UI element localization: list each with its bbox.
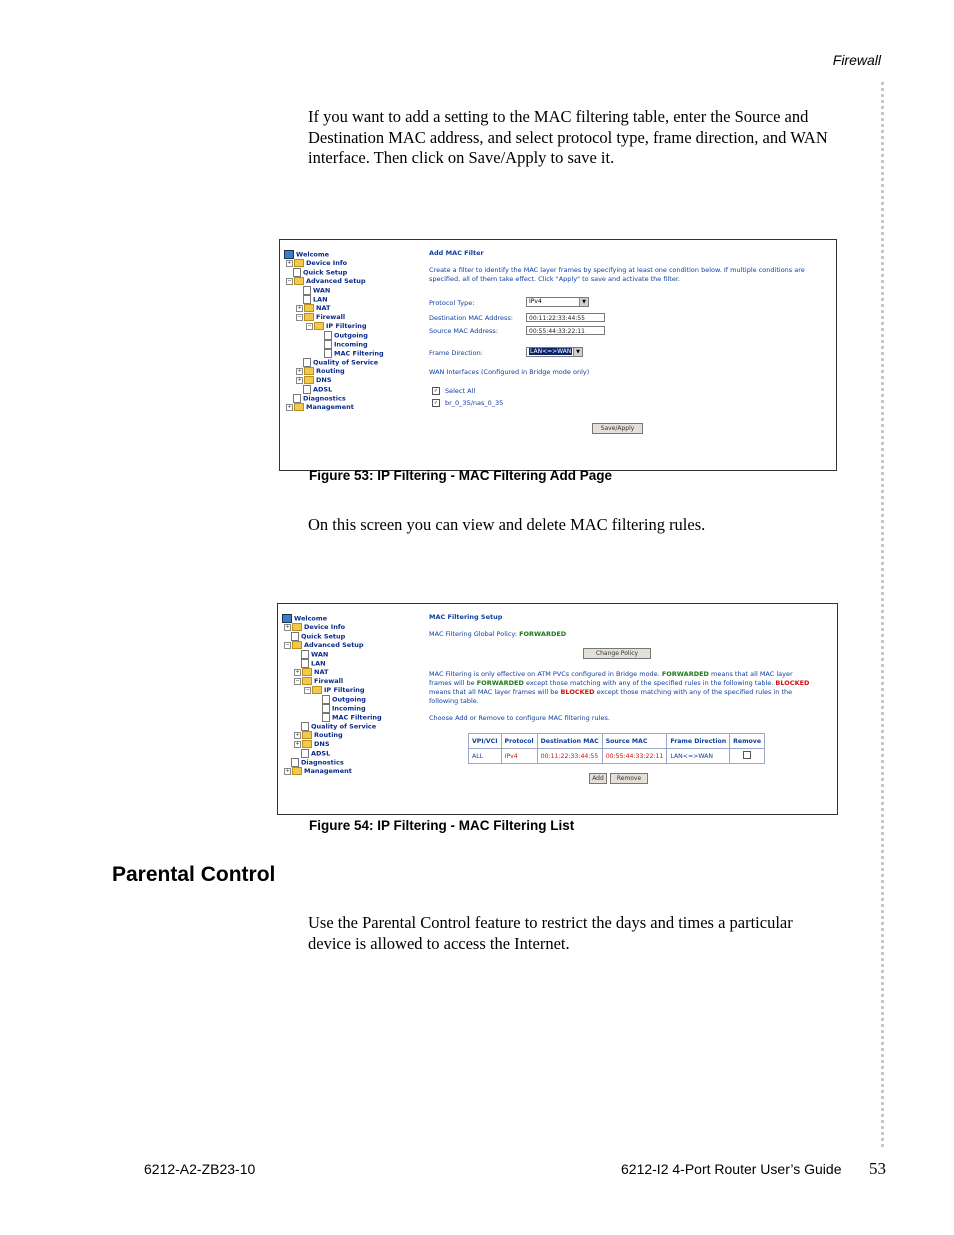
protocol-type-select[interactable]: IPv4 ▼ xyxy=(526,297,589,307)
folder-icon xyxy=(304,367,314,375)
expand-icon[interactable]: + xyxy=(297,304,302,311)
folder-open-icon xyxy=(294,277,304,285)
source-mac-input[interactable]: 00:55:44:33:22:11 xyxy=(526,326,605,335)
frame-direction-select[interactable]: LAN<=>WAN ▼ xyxy=(526,347,583,357)
tree-item-adsl[interactable]: ADSL xyxy=(301,749,330,758)
tree-item-device-info[interactable]: + Device Info xyxy=(285,623,346,631)
running-header: Firewall xyxy=(832,52,881,68)
mac-filter-list-screenshot xyxy=(277,603,838,815)
expand-icon[interactable]: + xyxy=(295,668,300,675)
select-all-label: Select All xyxy=(445,387,476,395)
folder-open-icon xyxy=(292,641,302,649)
tree-item-dns[interactable]: + DNS xyxy=(295,740,330,748)
intro-paragraph: If you want to add a setting to the MAC filtering table, enter the Source and Destination MAC address, and select protocol type, frame direction, and WAN interface. Then click on Save/Apply to save it. xyxy=(308,107,828,167)
choose-instructions: Choose Add or Remove to configure MAC filtering rules. xyxy=(429,714,610,722)
tree-item-diagnostics[interactable]: Diagnostics xyxy=(291,758,344,767)
page-icon xyxy=(303,286,311,295)
description-line-1: Create a filter to identify the MAC layer frames by specifying at least one condition below. If multiple conditions are xyxy=(429,266,805,274)
tree-item-routing[interactable]: + Routing xyxy=(295,731,343,739)
page-icon xyxy=(303,295,311,304)
folder-icon xyxy=(294,259,304,267)
mac-filter-table xyxy=(468,733,765,764)
page-icon xyxy=(322,713,330,722)
global-policy: MAC Filtering Global Policy: FORWARDED xyxy=(429,630,567,638)
footer-guide-title: 6212-I2 4-Port Router User’s Guide xyxy=(621,1161,842,1177)
interface-label: br_0_35/nas_0_35 xyxy=(445,399,504,407)
page-icon xyxy=(301,659,309,668)
tree-item-incoming[interactable]: Incoming xyxy=(324,340,368,349)
tree-item-management[interactable]: + Management xyxy=(287,403,354,411)
tree-item-outgoing[interactable]: Outgoing xyxy=(322,695,366,704)
tree-item-advanced-setup[interactable]: − Advanced Setup xyxy=(285,641,364,649)
folder-icon xyxy=(304,304,314,312)
cell-destination-mac: 00:11:22:33:44:55 xyxy=(537,749,602,764)
page-icon xyxy=(301,749,309,758)
tree-item-quick-setup[interactable]: Quick Setup xyxy=(293,268,347,277)
footer-doc-id: 6212-A2-ZB23-10 xyxy=(144,1161,256,1177)
computer-icon xyxy=(284,250,294,259)
folder-icon xyxy=(304,376,314,384)
tree-item-lan[interactable]: LAN xyxy=(303,295,328,304)
change-policy-button[interactable]: Change Policy xyxy=(583,648,651,659)
source-mac-label: Source MAC Address: xyxy=(429,327,499,335)
computer-icon xyxy=(282,614,292,623)
expand-icon[interactable]: + xyxy=(285,767,290,774)
header-frame-direction: Frame Direction xyxy=(667,734,730,749)
tree-item-management[interactable]: + Management xyxy=(285,767,352,775)
expand-icon[interactable]: + xyxy=(297,367,302,374)
folder-open-icon xyxy=(304,313,314,321)
folder-icon xyxy=(302,668,312,676)
tree-item-qos[interactable]: Quality of Service xyxy=(303,358,378,367)
panel-title: Add MAC Filter xyxy=(429,249,484,257)
page-icon xyxy=(303,358,311,367)
folder-icon xyxy=(302,740,312,748)
tree-item-mac-filtering[interactable]: MAC Filtering xyxy=(322,713,382,722)
tree-item-outgoing[interactable]: Outgoing xyxy=(324,331,368,340)
header-protocol: Protocol xyxy=(501,734,537,749)
tree-item-diagnostics[interactable]: Diagnostics xyxy=(293,394,346,403)
section-heading: Parental Control xyxy=(112,863,276,886)
expand-icon[interactable]: + xyxy=(295,740,300,747)
info-line-1: MAC Filtering is only effective on ATM PVCs configured in Bridge mode. FORWARDED means that all MAC layer xyxy=(429,670,793,678)
expand-icon[interactable]: + xyxy=(285,623,290,630)
margin-rule xyxy=(881,82,884,1147)
wan-interfaces-label: WAN Interfaces (Configured in Bridge mode only) xyxy=(429,368,590,376)
tree-item-welcome[interactable]: Welcome xyxy=(282,614,327,623)
tree-item-quick-setup[interactable]: Quick Setup xyxy=(291,632,345,641)
tree-item-wan[interactable]: WAN xyxy=(303,286,330,295)
cell-protocol: IPv4 xyxy=(501,749,537,764)
page-icon xyxy=(303,385,311,394)
page-icon xyxy=(291,758,299,767)
page-icon xyxy=(322,695,330,704)
tree-item-firewall[interactable]: − Firewall xyxy=(297,313,346,321)
description-line-2: specified, all of them take effect. Click "Apply" to save and activate the filter. xyxy=(429,275,680,283)
page-number: 53 xyxy=(869,1159,886,1178)
policy-value: FORWARDED xyxy=(519,630,567,638)
page-icon xyxy=(301,650,309,659)
mac-filter-add-screenshot xyxy=(279,239,837,471)
info-line-4: following table. xyxy=(429,697,479,705)
collapse-icon[interactable]: − xyxy=(287,277,292,284)
destination-mac-label: Destination MAC Address: xyxy=(429,314,513,322)
page-icon xyxy=(293,394,301,403)
expand-icon[interactable]: + xyxy=(287,259,292,266)
collapse-icon[interactable]: − xyxy=(305,686,310,693)
tree-item-wan[interactable]: WAN xyxy=(301,650,328,659)
collapse-icon[interactable]: − xyxy=(307,322,312,329)
page-icon xyxy=(324,331,332,340)
cell-remove xyxy=(730,749,765,764)
expand-icon[interactable]: + xyxy=(297,376,302,383)
folder-icon xyxy=(302,731,312,739)
page-icon xyxy=(322,704,330,713)
tree-item-ip-filtering[interactable]: − IP Filtering xyxy=(305,686,365,694)
panel-title: MAC Filtering Setup xyxy=(429,613,503,621)
collapse-icon[interactable]: − xyxy=(297,313,302,320)
chevron-down-icon: ▼ xyxy=(573,348,582,356)
figure-53-caption: Figure 53: IP Filtering - MAC Filtering Add Page xyxy=(309,468,613,483)
page-icon xyxy=(324,349,332,358)
figure-54-caption: Figure 54: IP Filtering - MAC Filtering List xyxy=(309,818,575,833)
tree-item-adsl[interactable]: ADSL xyxy=(303,385,332,394)
folder-icon xyxy=(292,767,302,775)
tree-item-routing[interactable]: + Routing xyxy=(297,367,345,375)
page-icon xyxy=(293,268,301,277)
save-apply-button[interactable]: Save/Apply xyxy=(592,423,643,434)
tree-item-firewall[interactable]: − Firewall xyxy=(295,677,344,685)
destination-mac-input[interactable]: 00:11:22:33:44:55 xyxy=(526,313,605,322)
select-all-checkbox[interactable]: ✓ xyxy=(433,388,439,394)
collapse-icon[interactable]: − xyxy=(295,677,300,684)
table-header-row xyxy=(469,734,765,749)
folder-icon xyxy=(292,623,302,631)
collapse-icon[interactable]: − xyxy=(285,641,290,648)
folder-open-icon xyxy=(314,322,324,330)
add-button[interactable]: Add xyxy=(589,773,607,784)
cell-source-mac: 00:55:44:33:22:11 xyxy=(602,749,667,764)
remove-button[interactable]: Remove xyxy=(610,773,648,784)
tree-item-qos[interactable]: Quality of Service xyxy=(301,722,376,731)
header-source-mac: Source MAC xyxy=(602,734,667,749)
folder-open-icon xyxy=(302,677,312,685)
expand-icon[interactable]: + xyxy=(287,403,292,410)
folder-open-icon xyxy=(312,686,322,694)
parental-paragraph: Use the Parental Control feature to restrict the days and times a particular device is allowed to access the Internet. xyxy=(308,913,793,953)
tree-item-nat[interactable]: + NAT xyxy=(297,304,331,312)
remove-checkbox[interactable] xyxy=(743,751,751,759)
info-line-2: frames will be FORWARDED except those matching with any of the specified rules in the following table. BLOCKED xyxy=(429,679,810,687)
header-remove: Remove xyxy=(730,734,765,749)
tree-item-nat[interactable]: + NAT xyxy=(295,668,329,676)
page-icon xyxy=(291,632,299,641)
cell-frame-direction: LAN<=>WAN xyxy=(667,749,730,764)
page-icon xyxy=(301,722,309,731)
tree-item-advanced-setup[interactable]: − Advanced Setup xyxy=(287,277,366,285)
tree-item-mac-filtering[interactable]: MAC Filtering xyxy=(324,349,384,358)
table-row xyxy=(469,749,765,764)
header-destination-mac: Destination MAC xyxy=(537,734,602,749)
interface-checkbox[interactable]: ✓ xyxy=(433,400,439,406)
page-icon xyxy=(324,340,332,349)
info-line-3: means that all MAC layer frames will be BLOCKED except those matching with any of the specified rules in the xyxy=(429,688,793,696)
frame-direction-label: Frame Direction: xyxy=(429,349,483,357)
chevron-down-icon: ▼ xyxy=(579,298,588,306)
header-vpi-vci: VPI/VCI xyxy=(469,734,502,749)
tree-item-lan[interactable]: LAN xyxy=(301,659,326,668)
tree-item-welcome[interactable]: Welcome xyxy=(284,250,329,259)
protocol-type-label: Protocol Type: xyxy=(429,299,475,307)
tree-item-incoming[interactable]: Incoming xyxy=(322,704,366,713)
tree-item-device-info[interactable]: + Device Info xyxy=(287,259,348,267)
mid-paragraph: On this screen you can view and delete MAC filtering rules. xyxy=(308,515,706,534)
folder-icon xyxy=(294,403,304,411)
expand-icon[interactable]: + xyxy=(295,731,300,738)
cell-vpi-vci: ALL xyxy=(469,749,502,764)
tree-item-ip-filtering[interactable]: − IP Filtering xyxy=(307,322,367,330)
tree-item-dns[interactable]: + DNS xyxy=(297,376,332,384)
